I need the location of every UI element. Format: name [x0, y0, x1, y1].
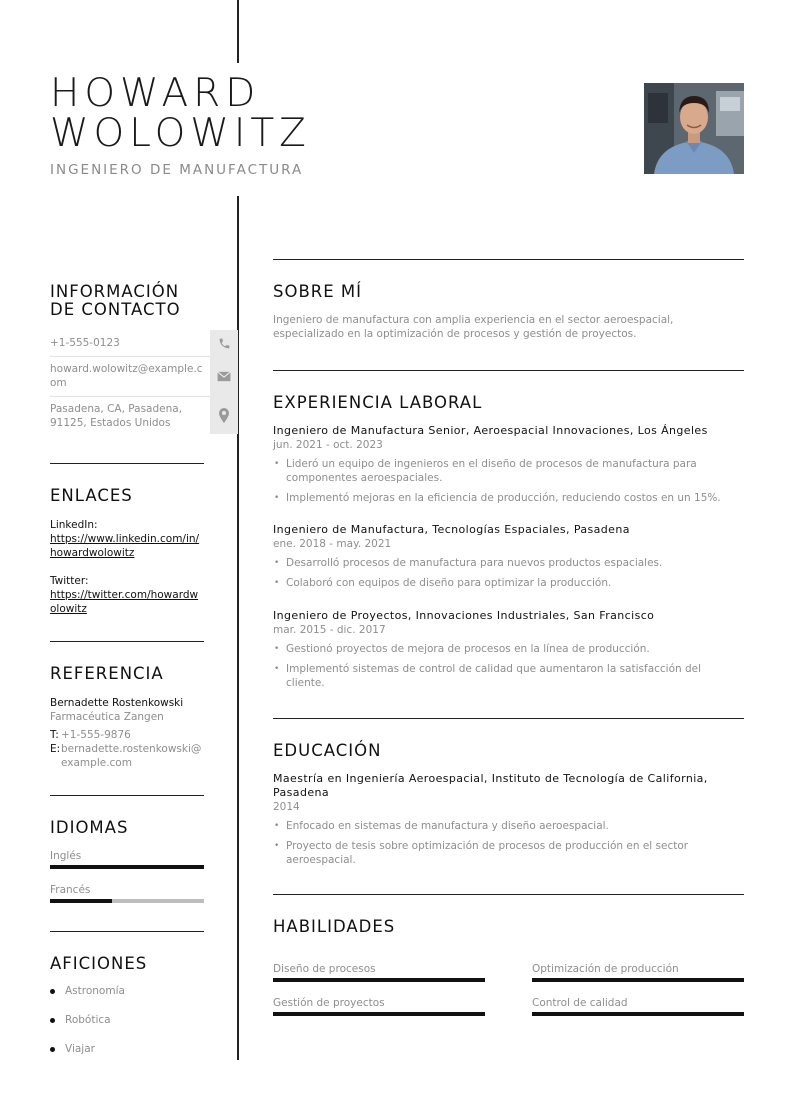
language-bar-french-fill — [50, 899, 112, 903]
skill-item — [532, 996, 744, 1016]
education-degree: Maestría en Ingeniería Aeroespacial, Instituto de Tecnología de California, Pasadena — [273, 772, 708, 799]
job-entry-1 — [273, 424, 744, 511]
sidebar-divider-line — [237, 196, 239, 1060]
skill-bar — [532, 1012, 744, 1016]
hobby-label: Viajar — [65, 1043, 95, 1055]
first-name: HOWARD — [50, 71, 261, 116]
links-heading: ENLACES — [50, 486, 133, 505]
job-bullet: • Colaboró con equipos de diseño para optimizar la producción. — [273, 576, 744, 590]
contact-phone[interactable]: +1-555-0123 — [50, 337, 120, 349]
job-title: INGENIERO DE MANUFACTURA — [50, 162, 304, 178]
contact-heading-line2: DE CONTACTO — [50, 300, 181, 319]
education-entry — [273, 772, 744, 873]
reference-block — [50, 696, 205, 770]
divider-reference — [50, 641, 204, 642]
reference-phone-label: T: — [50, 729, 59, 741]
location-pin-icon — [210, 396, 238, 434]
divider-education — [273, 718, 744, 719]
hobby-label: Astronomía — [65, 985, 125, 997]
job-bullet: • Gestionó proyectos de mejora de procesos en la línea de producción. — [273, 642, 744, 656]
bullet-dot — [50, 989, 55, 994]
job-bullet: • Implementó mejoras en la eficiencia de producción, reduciendo costos en un 15%. — [273, 491, 744, 505]
language-name-french: Francés — [50, 884, 91, 896]
reference-phone[interactable]: +1-555-9876 — [61, 729, 131, 741]
skill-bar — [532, 978, 744, 982]
contact-address-row — [50, 396, 238, 434]
link-twitter — [50, 574, 200, 616]
education-bullet: • Proyecto de tesis sobre optimización de procesos de producción en el sector aeroespacial. — [273, 839, 716, 867]
job-dates-1: jun. 2021 - oct. 2023 — [273, 439, 383, 451]
link-linkedin-url[interactable]: https://www.linkedin.com/in/howardwolowitz — [50, 533, 200, 559]
education-bullet: • Enfocado en sistemas de manufactura y diseño aeroespacial. — [273, 819, 744, 833]
reference-heading: REFERENCIA — [50, 664, 164, 683]
skill-label: Optimización de producción — [532, 963, 679, 975]
reference-email[interactable]: bernadette.rostenkowski@example.com — [61, 743, 202, 769]
language-bar-english — [50, 865, 204, 869]
job-dates-2: ene. 2018 - may. 2021 — [273, 538, 392, 550]
about-heading: SOBRE MÍ — [273, 282, 363, 301]
language-bar-english-fill — [50, 865, 204, 869]
profile-photo — [644, 83, 744, 174]
divider-about — [273, 259, 744, 260]
link-linkedin-label: LinkedIn: — [50, 519, 98, 531]
reference-company: Farmacéutica Zangen — [50, 711, 164, 723]
education-year: 2014 — [273, 801, 300, 813]
job-dates-3: mar. 2015 - dic. 2017 — [273, 624, 386, 636]
hobby-item — [50, 1014, 111, 1026]
skill-bar — [273, 978, 485, 982]
reference-email-label: E: — [50, 743, 61, 755]
job-title-3: Ingeniero de Proyectos, Innovaciones Industriales, San Francisco — [273, 609, 655, 622]
envelope-icon — [210, 356, 238, 396]
bullet-dot — [50, 1047, 55, 1052]
portrait-image — [644, 83, 744, 174]
education-heading: EDUCACIÓN — [273, 741, 382, 760]
contact-email[interactable]: howard.wolowitz@example.com — [50, 363, 203, 389]
skill-label: Gestión de proyectos — [273, 997, 385, 1009]
contact-phone-row — [50, 330, 238, 357]
reference-phone-row — [50, 728, 205, 742]
reference-email-row — [50, 742, 205, 770]
divider-experience — [273, 370, 744, 371]
contact-address: Pasadena, CA, Pasadena, 91125, Estados Unidos — [50, 403, 183, 429]
hobbies-heading: AFICIONES — [50, 954, 148, 973]
job-title-1: Ingeniero de Manufactura Senior, Aeroespacial Innovaciones, Los Ángeles — [273, 424, 708, 437]
job-entry-2 — [273, 523, 744, 596]
link-linkedin — [50, 518, 200, 560]
phone-icon — [210, 330, 238, 356]
last-name: WOLOWITZ — [50, 111, 311, 156]
job-entry-3 — [273, 609, 744, 696]
link-twitter-label: Twitter: — [50, 575, 89, 587]
top-divider-line — [237, 0, 239, 63]
about-text: Ingeniero de manufactura con amplia experiencia en el sector aeroespacial, especializado en la optimización de procesos y gestión de proyectos. — [273, 314, 674, 340]
divider-hobbies — [50, 931, 204, 932]
skill-bar — [273, 1012, 485, 1016]
divider-skills — [273, 894, 744, 895]
links-list — [50, 518, 200, 616]
skill-item — [532, 962, 744, 982]
reference-name: Bernadette Rostenkowski — [50, 697, 184, 709]
language-bar-french — [50, 899, 204, 903]
skill-label: Control de calidad — [532, 997, 628, 1009]
job-title-2: Ingeniero de Manufactura, Tecnologías Espaciales, Pasadena — [273, 523, 630, 536]
languages-heading: IDIOMAS — [50, 818, 129, 837]
skill-item — [273, 996, 485, 1016]
contact-heading — [50, 283, 181, 319]
job-bullet: • Implementó sistemas de control de calidad que aumentaron la satisfacción del cliente. — [273, 662, 716, 690]
language-name-english: Inglés — [50, 850, 82, 862]
divider-links — [50, 463, 204, 464]
link-twitter-url[interactable]: https://twitter.com/howardwolowitz — [50, 589, 199, 615]
full-name — [50, 71, 311, 156]
contact-heading-line1: INFORMACIÓN — [50, 282, 180, 301]
job-bullet: • Desarrolló procesos de manufactura para nuevos productos espaciales. — [273, 556, 744, 570]
hobby-label: Robótica — [65, 1014, 111, 1026]
divider-languages — [50, 795, 204, 796]
hobby-item — [50, 985, 125, 997]
skill-label: Diseño de procesos — [273, 963, 376, 975]
skills-heading: HABILIDADES — [273, 917, 396, 936]
experience-heading: EXPERIENCIA LABORAL — [273, 393, 483, 412]
skill-item — [273, 962, 485, 982]
hobby-item — [50, 1043, 95, 1055]
bullet-dot — [50, 1018, 55, 1023]
contact-email-row — [50, 356, 238, 397]
job-bullet: • Lideró un equipo de ingenieros en el diseño de procesos de manufactura para componentes aeroespaciales. — [273, 457, 716, 485]
